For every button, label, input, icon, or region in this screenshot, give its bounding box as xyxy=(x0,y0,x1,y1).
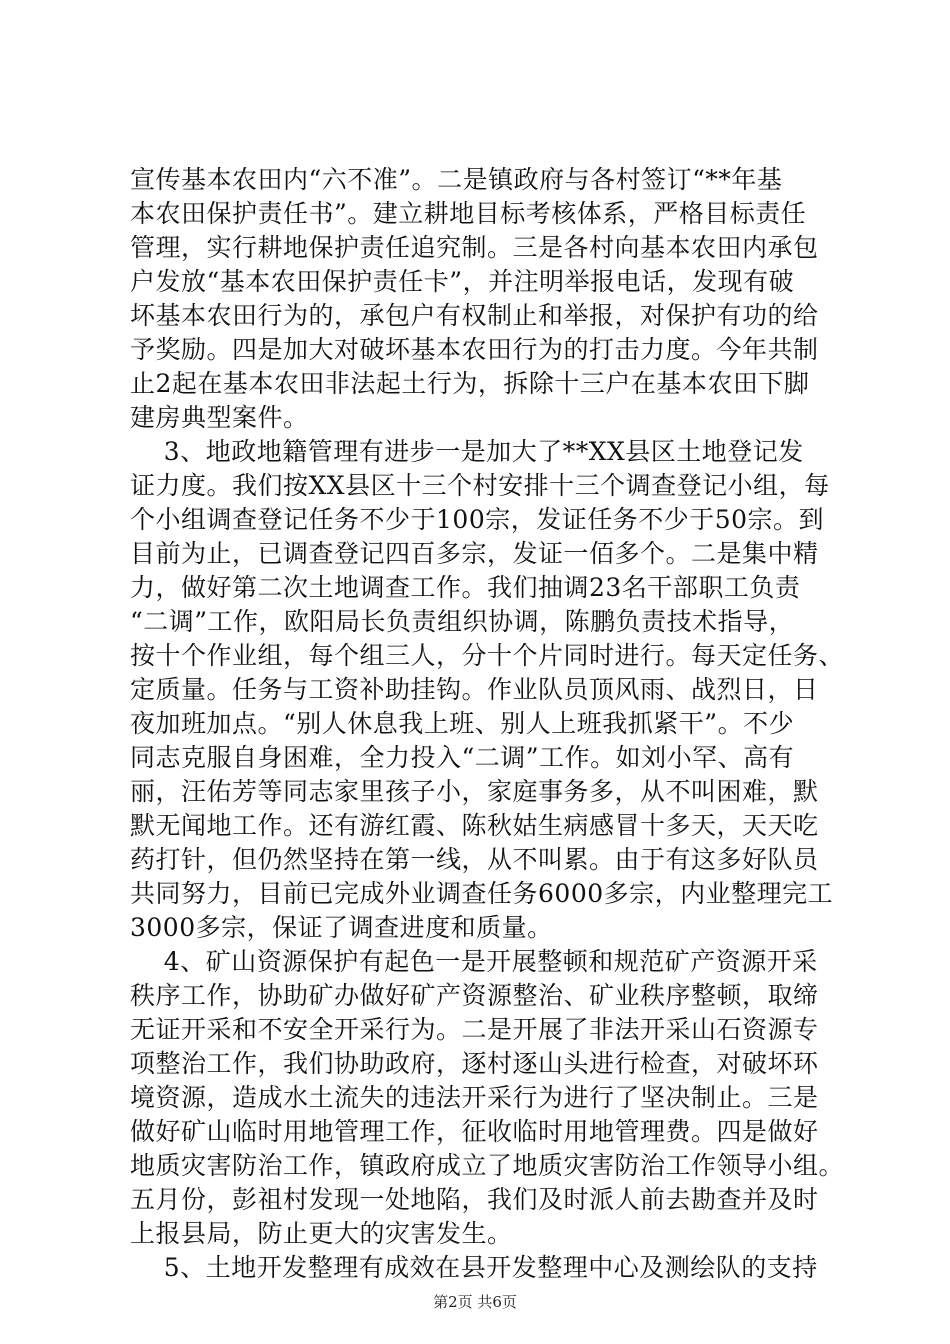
text-line: 定质量。任务与工资补助挂钩。作业队员顶风雨、战烈日，日 xyxy=(130,675,819,704)
body-text xyxy=(130,163,850,1285)
text-line: 管理，实行耕地保护责任追究制。三是各村向基本农田内承包 xyxy=(130,233,819,262)
text-line: 地质灾害防治工作，镇政府成立了地质灾害防治工作领导小组。 xyxy=(130,1151,845,1180)
text-line: 同志克服自身困难，全力投入“二调”工作。如刘小罕、高有 xyxy=(130,743,795,772)
text-line: 个小组调查登记任务不少于100宗，发证任务不少于50宗。到 xyxy=(130,505,825,534)
text-line: 3000多宗，保证了调查进度和质量。 xyxy=(130,913,553,942)
text-line: 丽，汪佑芳等同志家里孩子小，家庭事务多，从不叫困难，默 xyxy=(130,777,819,806)
text-line: 3、地政地籍管理有进步一是加大了**XX县区土地登记发 xyxy=(130,437,804,466)
text-line: 证力度。我们按XX县区十三个村安排十三个调查登记小组，每 xyxy=(130,471,830,500)
text-line: 项整治工作，我们协助政府，逐村逐山头进行检查，对破坏环 xyxy=(130,1049,819,1078)
text-line: “二调”工作，欧阳局长负责组织协调，陈鹏负责技术指导， xyxy=(130,607,795,636)
text-line: 无证开采和不安全开采行为。二是开展了非法开采山石资源专 xyxy=(130,1015,819,1044)
text-line: 药打针，但仍然坚持在第一线，从不叫累。由于有这多好队员 xyxy=(130,845,819,874)
text-line: 境资源，造成水土流失的违法开采行为进行了坚决制止。三是 xyxy=(130,1083,819,1112)
text-line: 秩序工作，协助矿办做好矿产资源整治、矿业秩序整顿，取缔 xyxy=(130,981,819,1010)
text-line: 宣传基本农田内“六不准”。二是镇政府与各村签订“**年基 xyxy=(130,165,783,194)
text-line: 上报县局，防止更大的灾害发生。 xyxy=(130,1219,513,1248)
text-line: 夜加班加点。“别人休息我上班、别人上班我抓紧干”。不少 xyxy=(130,709,795,738)
text-line: 止2起在基本农田非法起土行为，拆除十三户在基本农田下脚 xyxy=(130,369,810,398)
text-line: 默无闻地工作。还有游红霞、陈秋姑生病感冒十多天，天天吃 xyxy=(130,811,819,840)
text-line: 建房典型案件。 xyxy=(130,403,309,432)
text-line: 力，做好第二次土地调查工作。我们抽调23名干部职工负责 xyxy=(130,573,801,602)
text-line: 五月份，彭祖村发现一处地陷，我们及时派人前去勘查并及时 xyxy=(130,1185,819,1214)
text-line: 本农田保护责任书”。建立耕地目标考核体系，严格目标责任 xyxy=(130,199,807,228)
text-line: 目前为止，已调查登记四百多宗，发证一佰多个。二是集中精 xyxy=(130,539,819,568)
text-line: 予奖励。四是加大对破坏基本农田行为的打击力度。今年共制 xyxy=(130,335,819,364)
text-line: 共同努力，目前已完成外业调查任务6000多宗，内业整理完工 xyxy=(130,879,834,908)
text-line: 坏基本农田行为的，承包户有权制止和举报，对保护有功的给 xyxy=(130,301,819,330)
page-footer: 第2页 共6页 xyxy=(433,1293,517,1311)
text-line: 户发放“基本农田保护责任卡”，并注明举报电话，发现有破 xyxy=(130,267,795,296)
text-line: 4、矿山资源保护有起色一是开展整顿和规范矿产资源开采 xyxy=(130,947,818,976)
text-line: 做好矿山临时用地管理工作，征收临时用地管理费。四是做好 xyxy=(130,1117,819,1146)
text-line: 按十个作业组，每个组三人，分十个片同时进行。每天定任务、 xyxy=(130,641,845,670)
text-line: 5、土地开发整理有成效在县开发整理中心及测绘队的支持 xyxy=(130,1253,818,1282)
